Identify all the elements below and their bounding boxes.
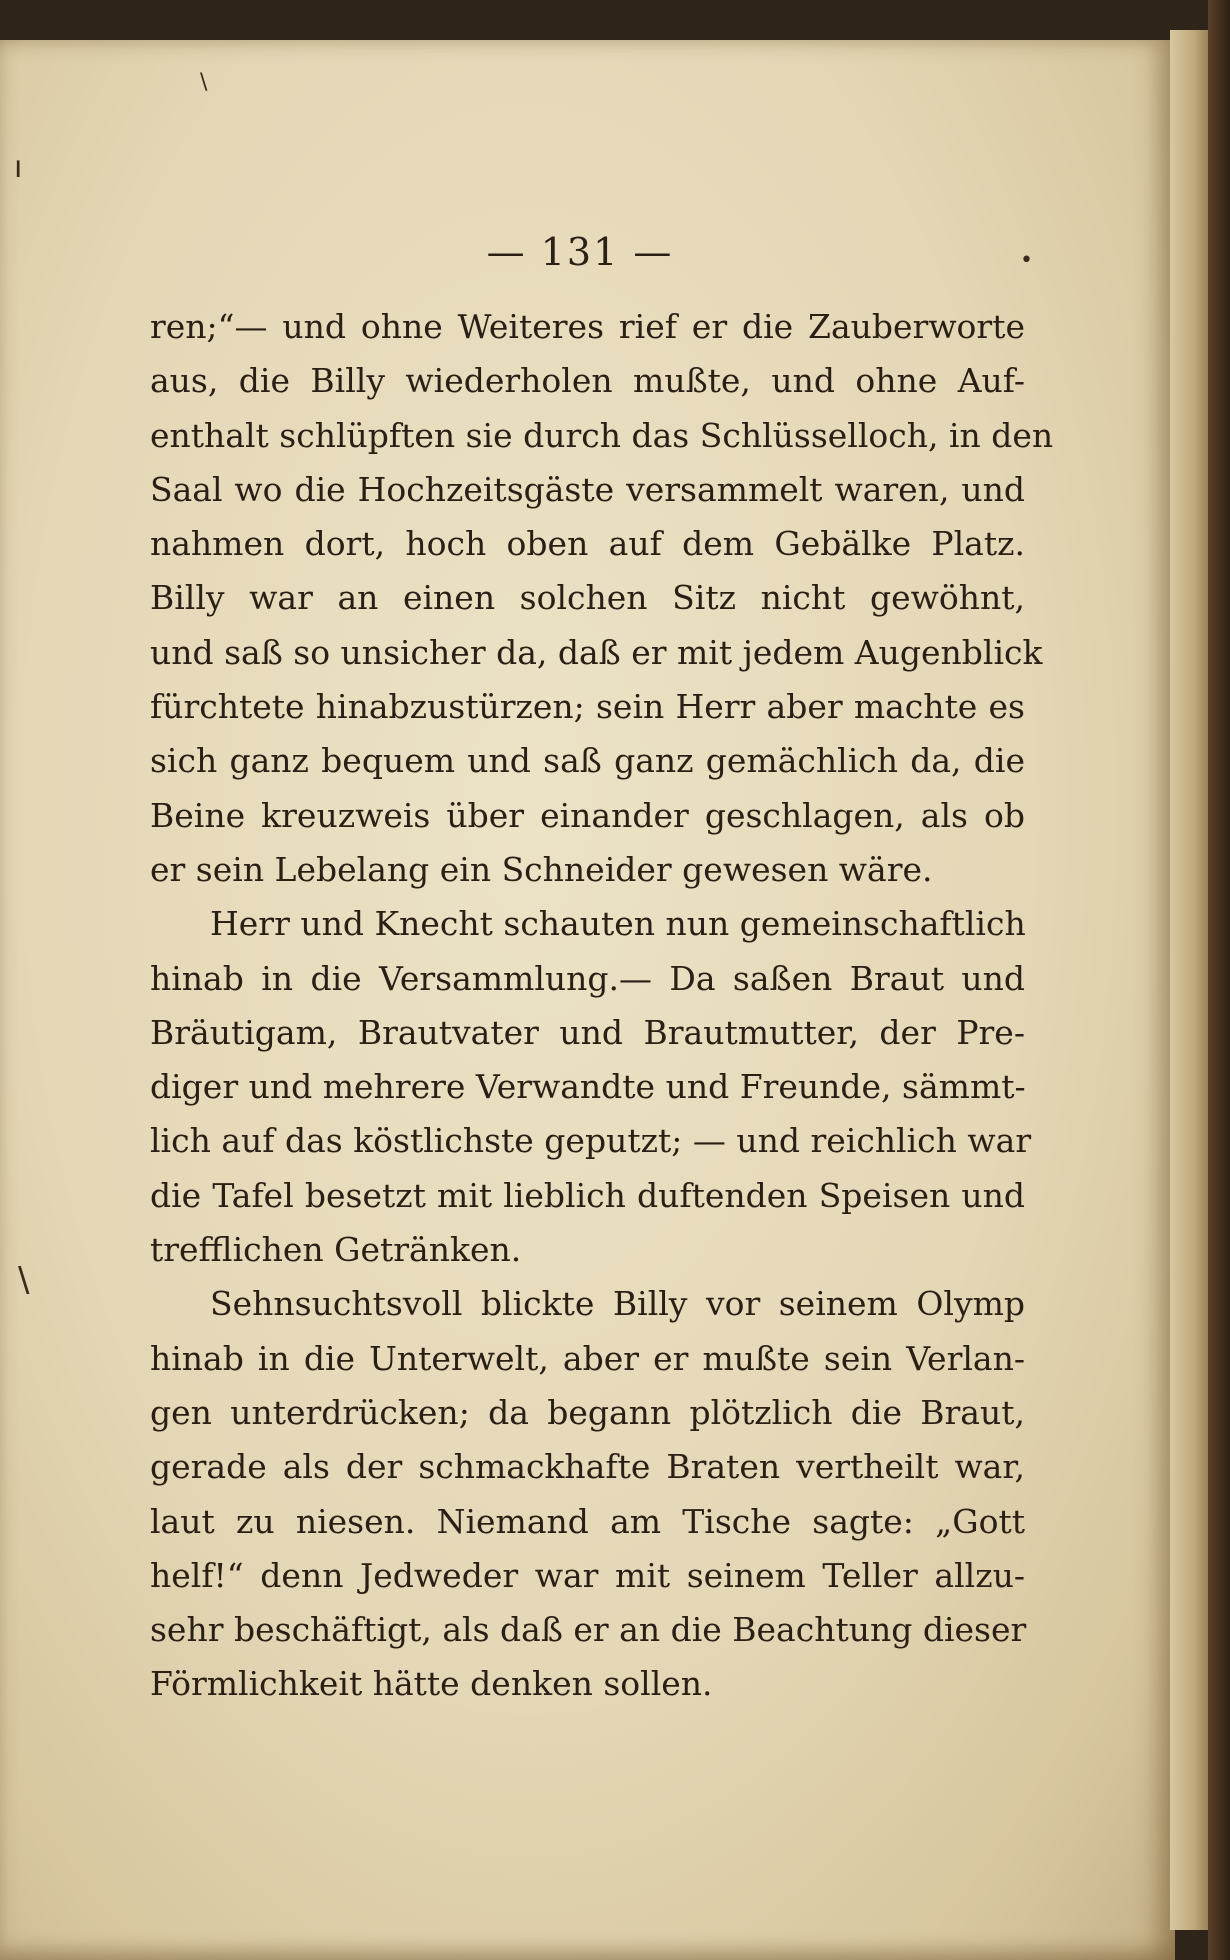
text-line: Saal wo die Hochzeitsgäste versammelt waren, und <box>150 469 1025 509</box>
book-cover-edge <box>1208 0 1230 1960</box>
text-line: ren;“— und ohne Weiteres rief er die Zauberworte <box>150 307 1025 346</box>
text-line: trefflichen Getränken. <box>150 1230 522 1270</box>
text-line: sich ganz bequem und saß ganz gemächlich da, die <box>150 741 1025 781</box>
text-line: die Tafel besetzt mit lieblich duftenden Speisen und <box>150 1175 1025 1215</box>
text-line: diger und mehrere Verwandte und Freunde, sämmt- <box>150 1067 1026 1107</box>
text-line: hinab in die Versammlung.— Da saßen Braut und <box>150 958 1025 998</box>
text-line: lich auf das köstlichste geputzt; — und reichlich war <box>150 1121 1032 1161</box>
text-line: laut zu niesen. Niemand am Tische sagte: „Gott <box>150 1501 1025 1541</box>
margin-mark: ı <box>14 150 23 185</box>
body-text <box>150 300 1054 1712</box>
margin-mark: \ <box>200 70 208 95</box>
text-line: er sein Lebelang ein Schneider gewesen wäre. <box>150 849 933 889</box>
text-line: gerade als der schmackhafte Braten vertheilt war, <box>150 1447 1025 1487</box>
text-line: Sehnsuchtsvoll blickte Billy vor seinem Olymp <box>210 1284 1025 1324</box>
text-line: Beine kreuzweis über einander geschlagen, als ob <box>150 795 1025 835</box>
margin-mark: \ <box>18 1260 30 1300</box>
text-line: Bräutigam, Brautvater und Brautmutter, der Pre- <box>150 1012 1025 1052</box>
text-line: Herr und Knecht schauten nun gemeinschaftlich <box>210 904 1026 944</box>
text-line: nahmen dort, hoch oben auf dem Gebälke Platz. <box>150 524 1025 564</box>
text-line: enthalt schlüpften sie durch das Schlüsselloch, in den <box>150 415 1054 455</box>
text-line: fürchtete hinabzustürzen; sein Herr aber machte es <box>150 687 1025 727</box>
text-line: Billy war an einen solchen Sitz nicht gewöhnt, <box>150 578 1025 618</box>
margin-mark: • <box>1020 248 1033 273</box>
text-line: und saß so unsicher da, daß er mit jedem Augenblick <box>150 632 1043 672</box>
text-line: helf!“ denn Jedweder war mit seinem Teller allzu- <box>150 1555 1025 1595</box>
text-line: Förmlichkeit hätte denken sollen. <box>150 1664 713 1704</box>
text-line: hinab in die Unterwelt, aber er mußte sein Verlan- <box>150 1338 1025 1378</box>
text-line: aus, die Billy wiederholen mußte, und ohne Auf- <box>150 361 1025 401</box>
text-line: gen unterdrücken; da begann plötzlich die Braut, <box>150 1392 1025 1432</box>
text-line: sehr beschäftigt, als daß er an die Beachtung dieser <box>150 1610 1027 1650</box>
page-number: — 131 — <box>486 230 674 274</box>
